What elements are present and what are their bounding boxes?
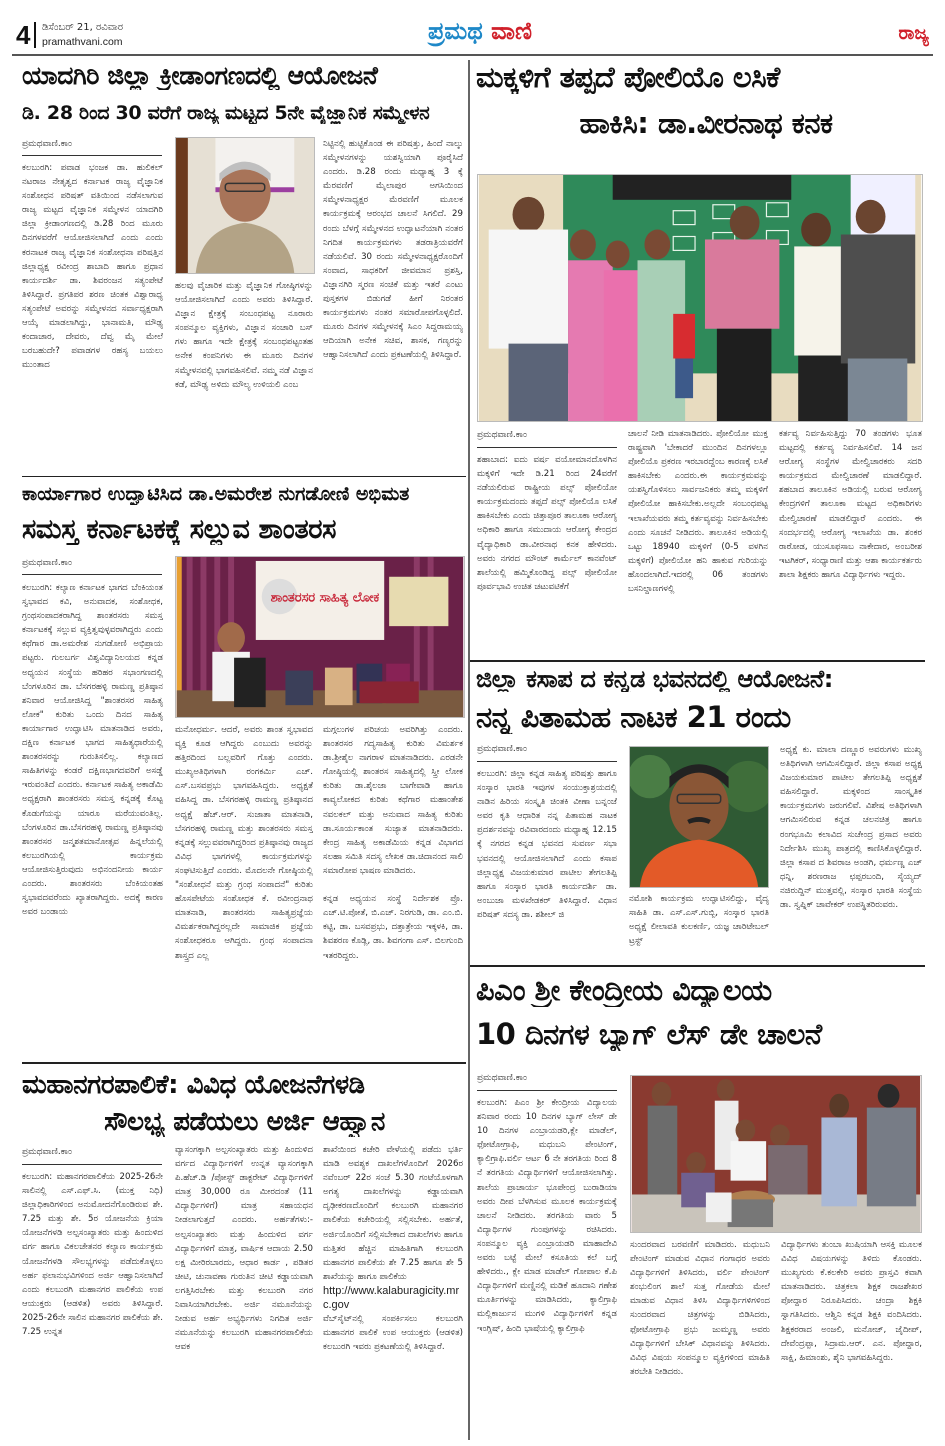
article-text: ವ್ಯಾಸಂಗಕ್ಕಾಗಿ ಅಲ್ಪಸಂಖ್ಯಾತರು ಮತ್ತು ಹಿಂದುಳಿದ ವರ್ಗದ ವಿದ್ಯಾರ್ಥಿಗಳಿಗೆ ಉನ್ನತ ವ್ಯಾಸಂಗಕ್ಕಾಗಿ ಪಿ.ಹೆಚ್.ಡಿ /ಪೋಸ್ಟ್ ಡಾಕ್ಟರೇಟ್ ವಿದ್ಯಾರ್ಥಿಗಳಿಗೆ ಮಾತ್ರ 30,000 ರೂ ಮೀರದಂತೆ (11 ವಿದ್ಯಾರ್ಥಿಗಳಿಗೆ) ಮಾತ್ರ ಸಹಾಯಧನ ನೀಡಲಾಗುತ್ತದೆ ಎಂದರು. ಅರ್ಹತೆಗಳು:-ಅಲ್ಪಸಂಖ್ಯಾತರು ಮತ್ತು ಹಿಂದುಳಿದ ವರ್ಗ ವಿದ್ಯಾರ್ಥಿಗಳಿಗೆ ಮಾತ್ರ, ವಾರ್ಷಿಕ ಆದಾಯ 2.50 ಲಕ್ಷ ಮೀರಿರಬಾರದು, ಆಧಾರ ಕಾರ್ಡ , ಪಡಿತರ ಚೀಟಿ, ಚುನಾವಣಾ ಗುರುತಿನ ಚೀಟಿ ಕಡ್ಡಾಯವಾಗಿ ಲಗತ್ತಿಸಿರಬೇಕು ಮತ್ತು ಕಲಬುರಗಿ ನಗರ ನಿವಾಸಿಯಾಗಿರಬೇಕು. ಅರ್ಜಿ ನಮೂನೆಯನ್ನು ನೀಡುವ ಅರ್ಹ ಅಭ್ಯರ್ಥಿಗಳು ನಿಗದಿತ ಅರ್ಜಿ ನಮೂನೆಯನ್ನು ಕಲಬುರಗಿ ಮಹಾನಗರಪಾಲಿಕೆಯ ಆವಕ [175,1145,313,1353]
newspaper-logo [380,16,580,46]
article-column [323,137,463,474]
article-column [630,1238,770,1438]
article-text: ಕಲಬುರಗಿ: ಮಹಾನಗರಪಾಲಿಕೆಯ 2025-26ನೇ ಸಾಲಿನಲ್ಲಿ ಎಸ್.ಎಫ್.ಸಿ. (ಮುಕ್ತ ನಿಧಿ) ಜಿಲ್ಲಾಧಿಕಾರಿಗಳಿಂದ ಅನುಮೋದನೆಗೊಂಡಿರುವ ಶೇ. 7.25 ಮತ್ತು ಶೇ. 5ರ ಯೋಜನೆಯ ಕ್ರಿಯಾ ಯೋಜನೆಗಳಡಿ ಅಲ್ಪಸಂಖ್ಯಾತರು ಮತ್ತು ಹಿಂದುಳಿದ ವರ್ಗ ಹಾಗೂ ವಿಕಲಚೇತನರ ಕಲ್ಯಾಣ ಕಾರ್ಯಕ್ರಮ ಯೋಜನೆಗಳಡಿ ಸೌಲಭ್ಯಗಳನ್ನು ಪಡೆದುಕೊಳ್ಳಲು ಅರ್ಹ ಫಲಾನುಭವಿಗಳಿಂದ ಅರ್ಜಿ ಆಹ್ವಾನಿಸಲಾಗಿದೆ ಎಂದು ಕಲಬುರಗಿ ಮಹಾನಗರ ಪಾಲಿಕೆಯ ಉಪ ಆಯುಕ್ತರು (ಆಡಳಿತ) ಅವರು ತಿಳಿಸಿದ್ದಾರೆ. 2025-26ನೇ ಸಾಲಿನ ಮಹಾನಗರ ಪಾಲಿಕೆಯ ಶೇ. 7.25 ಉನ್ನತ [22,1172,163,1338]
article-byline: ಪ್ರಮಥವಾಣಿ.ಕಾಂ [477,1073,527,1083]
article-column [477,453,617,653]
portrait-photo [176,138,314,273]
byline-rule [22,574,162,575]
article-byline: ಪ್ರಮಥವಾಣಿ.ಕಾಂ [22,558,72,568]
article-divider [22,476,466,477]
article-column [780,743,922,965]
article-text: ಕಲಬುರಗಿ: ಜಿಲ್ಲಾ ಕನ್ನಡ ಸಾಹಿತ್ಯ ಪರಿಷತ್ತು ಹಾಗೂ ಸಂಸ್ಕಾರ ಭಾರತಿ ಇವುಗಳ ಸಂಯುಕ್ತಾಶ್ರಯದಲ್ಲಿ ನಾಡಿನ ಹಿರಿಯ ಸಂಸ್ಕೃತಿ ಚಿಂತಕಿ ವೀಣಾ ಬನ್ನಂಜೆ ಅವರ ಕೃತಿ ಆಧಾರಿತ ನನ್ನ ಪಿತಾಮಹ ನಾಟಕ ಪ್ರದರ್ಶನವನ್ನು ರವಿವಾರದಂದು ಮಧ್ಯಾಹ್ನ 12.15 ಕ್ಕೆ ನಗರದ ಕನ್ನಡ ಭವನದ ಸುವರ್ಣ ಸಭಾ ಭವನದಲ್ಲಿ ಆಯೋಜಿಸಲಾಗಿದೆ ಎಂದು ಕಸಾಪ ಜಿಲ್ಲಾಧ್ಯಕ್ಷ ವಿಜಯಕುಮಾರ ಪಾಟೀಲ ತೇಗಲತಿಪ್ಪಿ ಹಾಗೂ ಸಂಸ್ಕಾರ ಭಾರತಿ ಕಾರ್ಯದರ್ಶಿ ಡಾ. ಅಂಬುಜಾ ಮಳಖೇಡಕರ್ ತಿಳಿಸಿದ್ದಾರೆ. ವಿಧಾನ ಪರಿಷತ್ ಸದಸ್ಯ ಡಾ. ಶಶೀಲ್ ಜಿ [477,769,617,920]
article-headline-line2: ನನ್ನ ಪಿತಾಮಹ ನಾಟಕ 21 ರಂದು [476,702,791,734]
article-column [629,892,769,965]
portrait-photo [630,747,768,887]
article-text: ಕಲಬುರಗಿ: ಕಲ್ಯಾಣ ಕರ್ನಾಟಕ ಭಾಗದ ಬೆಂಕಿಯಂತ ಸ್ವಭಾವದ ಕವಿ, ಅನುವಾದಕ, ಸಂಶೋಧಕ, ಗ್ರಂಥಸಂಪಾದಕರಾಗಿದ್ದ ಶಾಂತರಸರು ಸಮಸ್ತ ಕರ್ನಾಟಕಕ್ಕೆ ಸಲ್ಲುವ ವ್ಯಕ್ತಿತ್ವವುಳ್ಳವರಾಗಿದ್ದರು ಎಂದು ಕಥೆಗಾರ ಡಾ.ಅಮರೇಶ ನುಗಡೋಣಿ ಅಭಿಪ್ರಾಯ ಪಟ್ಟರು. ಗುಲಬರ್ಗ ವಿಶ್ವವಿದ್ಯಾನಿಲಯದ ಕನ್ನಡ ಅಧ್ಯಯನ ಸಂಸ್ಥೆಯ ಹರಿಹರ ಸಭಾಂಗಣದಲ್ಲಿ ಬೆಂಗಳೂರಿನ ಡಾ. ಬೆಸಗರಹಳ್ಳಿ ರಾಮಣ್ಣ ಪ್ರತಿಷ್ಠಾನ ಶನಿವಾರ ಆಯೋಜಿಸಿದ್ದ "ಶಾಂತರಸರ ಸಾಹಿತ್ಯ ಲೋಕ" ಕುರಿತು ಒಂದು ದಿನದ ಸಾಹಿತ್ಯ ಕಾರ್ಯಾಗಾರ ಉದ್ಘಾಟಿಸಿ ಮಾತನಾಡಿದ ಅವರು, ದಕ್ಷಿಣ ಕರ್ನಾಟಕ ಭಾಗದ ಸಾಹಿತ್ಯಧಾರೆಯಲ್ಲಿ ಶಾಂತರಸರನ್ನು ಗುರುತಿಸಲಿಲ್ಲ. ಕಲ್ಯಾಣದ ಸಾಹಿತಿಗಳನ್ನು ಕಂಡರೆ ದಕ್ಷಿಣಭಾಗದವರಿಗೆ ಅಸಡ್ಡೆ ಇರುವಂತಿದೆ ಎಂದರು. ಕರ್ನಾಟಕ ಸಾಹಿತ್ಯ ಅಕಾಡೆಮಿ ಅಧ್ಯಕ್ಷರಾಗಿ ಶಾಂತರಸರು ಸಮಸ್ತ ಕನ್ನಡಕ್ಕೆ ಕೊಟ್ಟ ಕೊಡುಗೆಯನ್ನು ಯಾರೂ ಮರೆಯುವಂತಿಲ್ಲ. ಬೆಂಗಳೂರಿನ ಡಾ.ಬೆಸಗರಹಳ್ಳಿ ರಾಮಣ್ಣ ಪ್ರತಿಷ್ಠಾನವು ಶಾಂತರಸರ ಜನ್ಮಶತಮಾನೋತ್ಸವ ಹಿನ್ನಲೆಯಲ್ಲಿ ಕಲಬುರಗಿಯಲ್ಲಿ ಕಾರ್ಯಕ್ರಮ ಆಯೋಜಿಸುತ್ತಿರುವುದು ಅಭಿನಂದನೀಯ ಕಾರ್ಯ ಎಂದರು. ಶಾಂತರಸರು ಬೆಂಕಿಯಂತಹ ಸ್ವಭಾವದವರೆಂದು ಖ್ಯಾತರಾಗಿದ್ದರು. ಅದಕ್ಕೆ ಕಾರಣ ಅವರ ಬಂಡಾಯ [22,583,163,918]
issue-date: ಡಿಸೆಂಬರ್ 21, ರವಿವಾರ [42,22,123,33]
article-headline-line2: 10 ದಿನಗಳ ಬ್ಯಾಗ್ ಲೆಸ್ ಡೇ ಚಾಲನೆ [476,1019,822,1051]
article-text: ನಿಟ್ಟಿನಲ್ಲಿ ಹುಟ್ಟಿಕೊಂಡ ಈ ಪರಿಷತ್ತು, ಹಿಂದೆ ನಾಲ್ಕು ಸಮ್ಮೇಳನಗಳನ್ನು ಯಶಸ್ವಿಯಾಗಿ ಪೂರೈಸಿದೆ ಎಂದರು. ಡಿ.28 ರಂದು ಮಧ್ಯಾಹ್ನ 3 ಕ್ಕೆ ಮೆರವಣಿಗೆ ಮೈಲಾಪುರ ಅಗಸಿಯಿಂದ ಸಮ್ಮೇಳನಾಧ್ಯಕ್ಷರ ಮೆರವಣಿಗೆ ಮೂಲಕ ಕಾರ್ಯಕ್ರಮಕ್ಕೆ ಆರಂಭದ ಚಾಲನೆ ಸಿಗಲಿದೆ. 29 ರಂದು ಬೆಳಗ್ಗೆ ಸಮ್ಮೇಳನದ ಉದ್ಘಾಟನೆಯಾಗಿ ನಂತರ ನಿಗದಿತ ಕಾರ್ಯಕ್ರಮಗಳು ತಡರಾತ್ರಿಯವರೆಗೆ ನಡೆಯಲಿವೆ. 30 ರಂದು ಸಮ್ಮೇಳನಾಧ್ಯಕ್ಷರೊಂದಿಗೆ ಸಂವಾದ, ಸಾಧಕರಿಗೆ ಜೀವಮಾನ ಪ್ರಶಸ್ತಿ, ವಿಜ್ಞಾನಗಿರಿ ಸ್ಮರಣ ಸಂಚಿಕೆ ಮತ್ತು ಇತರೆ ಎಂಟು ಪುಸ್ತಕಗಳ ಬಿಡುಗಡೆ ಹೀಗೆ ನಿರಂತರ ಕಾರ್ಯಕ್ರಮಗಳು ನಂತರ ಸಮಾರೋಪಗೊಳ್ಳಲಿದೆ. ಮೂರು ದಿನಗಳ ಸಮ್ಮೇಳನಕ್ಕೆ ಸಿಎಂ ಸಿದ್ದರಾಮಯ್ಯ ಆದಿಯಾಗಿ ಅನೇಕ ಸಚಿವ, ಶಾಸಕ, ಗಣ್ಯರನ್ನು ಆಹ್ವಾನಿಸಲಾಗಿದೆ ಎಂದು ಪ್ರಕಟಣೆಯಲ್ಲಿ ತಿಳಿಸಿದ್ದಾರೆ. [323,139,463,361]
article-byline: ಪ್ರಮಥವಾಣಿ.ಕಾಂ [477,430,527,440]
article-column [22,1170,163,1435]
article-text: ಹಲವು ವೈಚಾರಿಕ ಮತ್ತು ವೈಜ್ಞಾನಿಕ ಗೋಷ್ಠಿಗಳನ್ನು ಆಯೋಜಿಸಲಾಗಿದೆ ಎಂದು ಅವರು ತಿಳಿಸಿದ್ದಾರೆ. ವಿಜ್ಞಾನ ಕ್ಷೇತ್ರಕ್ಕೆ ಸಂಬಂಧಪಟ್ಟ ನೂರಾರು ಸಂಪನ್ಮೂಲ ವ್ಯಕ್ತಿಗಳು, ವಿಜ್ಞಾನ ಸಂಚಾರಿ ಬಸ್ ಗಳು ಹಾಗೂ ಇದೇ ಕ್ಷೇತ್ರಕ್ಕೆ ಸಂಬಂಧಪಟ್ಟಂತಹ ಅನೇಕ ಕಂಪನಿಗಳು ಈ ಮೂರು ದಿನಗಳ ಸಮ್ಮೇಳನವಲ್ಲಿ ಭಾಗವಹಿಸಲಿವೆ. ನಮ್ಮ ನಡೆ ವಿಜ್ಞಾನ ಕಡೆ, ಮೌಢ್ಯ ಅಳಿದು ಮೌಲ್ಯ ಉಳಿಯಲಿ ಎಂಬ [175,281,313,390]
article-photo [630,1075,922,1233]
article-column [323,723,463,1057]
article-column [22,581,163,1057]
article-column [628,427,768,653]
article-headline-line1: ಮಕ್ಕಳಿಗೆ ತಪ್ಪದೆ ಪೋಲಿಯೊ ಲಸಿಕೆ [476,62,780,94]
article-photo [629,746,769,888]
article-photo [175,137,315,274]
byline-rule [477,761,617,762]
article-text: ವಿದ್ಯಾರ್ಥಿಗಳು ತುಂಬಾ ಖುಷಿಯಾಗಿ ಆಸಕ್ತಿ ಮೂಲಕ ವಿವಿಧ ವಿಷಯಗಳನ್ನು ತಿಳಿದು ಕೊಂಡರು. ಮುಖ್ಯಗುರು ಕೆ.ಕಲಕೇರಿ ಅವರು ಪ್ರಾಸ್ತವಿ ಕವಾಗಿ ಮಾತನಾಡಿದರು. ಚಿತ್ರಕಲಾ ಶಿಕ್ಷಕ ರಾಜಶೇಖರ ಪೋದ್ದಾರ ನಿರೂಪಿಸಿದರು. ಚಂದ್ರಾ ಶಿಕ್ಷಕಿ ಸ್ವಾಗತಿಸಿದರು. ಆಶ್ವಿನಿ ಕನ್ನಡ ಶಿಕ್ಷಕಿ ವಂದಿಸಿದರು. ಶಿಕ್ಷಕರರಾದ ಅಂಜಲಿ, ಮನೋಜ್, ಜೈದೀಪ್, ದೇವೆಂದ್ರಪ್ಪಾ, ಸಿದ್ರಾಮ.ಆರ್. ಎನ. ಪೋದ್ದಾರ, ಸಾಕ್ಷಿ, ಹಿಮಾಂಶು, ಶೈನಿ ಭಾಗವಹಿಸಿದ್ದರು. [781,1240,922,1363]
article-byline: ಪ್ರಮಥವಾಣಿ.ಕಾಂ [477,744,527,754]
article-divider [470,965,925,967]
article-divider [22,1062,466,1064]
event-stage-photo [176,557,464,717]
article-text: ಕಲಬುರಗಿ: ಪಿಎಂ ಶ್ರೀ ಕೇಂದ್ರೀಯ ವಿದ್ಯಾಲಯ ಶನಿವಾರ ರಂದು 10 ದಿನಗಳ ಬ್ಯಾಗ್ ಲೇಸ್ ಡೇ 10 ದಿನಗಳ ಎಂಬ್ರಾಯಡರಿ,ಕ್ಲೇ ಮಾಡೆಲ್, ಫೋಟೋಗ್ರಾಫಿ, ಮಧುಬನಿ ಪೇಂಟಿಂಗ್, ಕ್ಯಾಲಿಗ್ರಾಫಿ.ವರ್ಲಿ ಆರ್ಟ 6 ನೇ ತರಗತಿಯ ರಿಂದ 8 ನೆ ತರಗತಿಯ ವಿದ್ಯಾರ್ಥಿಗಳಿಗೆ ಆಯೋಜಿಸಲಾಗಿತ್ತು. ಶಾಲೆಯ ಪ್ರಾಚಾರ್ಯ ಭೂಪೇಂದ್ರ ಬುರಾಡಿಯಾ ಅವರು ದೀಪ ಬೆಳಗಿಸುವ ಮೂಲಕ ಕಾರ್ಯಕ್ರಮಕ್ಕೆ ಚಾಲನೆ ನೀಡಿದರು. ತರಗತಿಯ ವಾರು 5 ವಿದ್ಯಾರ್ಥಿಗಳ ಗುಂಪುಗಳನ್ನು ರಚಿಸಿದರು. ಸಂಪನ್ಮೂಲ ವ್ಯಕ್ತಿ ಎಂಬ್ರಾಯಡರಿ ಮಾಹಾದೇವಿ ಅವರು ಬಟ್ಟೆ ಮೇಲೆ ಕಸೂತಿಯ ಕಲೆ ಬಗ್ಗೆ ಹೇಳಿದರು., ಕ್ಲೇ ಮಾಡ ಮಾಡೆಲ್ ಗೋಪಾಲ ಕೆ.ಪಿ ವಿದ್ಯಾರ್ಥಿಗಳಿಗೆ ಮಣ್ಣಿನಲ್ಲಿ ಮಡಿಕೆ ಹೂದಾನಿ ಗಣೇಶ ಮೂರ್ತಿಗಳನ್ನು ಮಾಡಿಸಿದರು, ಕ್ಯಾಲಿಗ್ರಾಫಿ ಮಲ್ಲಿಕಾರ್ಜುನ ಮುಗಳಿ ವಿದ್ಯಾರ್ಥಿಗಳಿಗೆ ಕನ್ನಡ ಇಂಗ್ಲಿಷ್, ಹಿಂದಿ ಭಾಷೆಯಲ್ಲಿ ಕ್ಯಾಲಿಗ್ರಾಫಿ [477,1098,617,1334]
page-number-divider [34,22,36,48]
byline-rule [22,1164,162,1165]
article-column [175,1143,313,1435]
article-column [477,1096,617,1438]
article-photo [175,556,465,718]
article-column [781,1238,922,1438]
byline-rule [477,447,617,448]
article-byline: ಪ್ರಮಥವಾಣಿ.ಕಾಂ [22,1147,72,1157]
article-headline-line2: ಹಾಕಿಸಿ: ಡಾ.ವೀರನಾಥ ಕನಕ [579,108,833,140]
masthead [0,0,945,50]
article-text: ಶಹಾಬಾದ: ಐದು ವರ್ಷ ವಯೋಮಾನದೊಳಗಿನ ಮಕ್ಕಳಿಗೆ ಇದೇ ಡಿ.21 ರಿಂದ 24ವರೆಗೆ ನಡೆಯಲಿರುವ ರಾಷ್ಟ್ರೀಯ ಪಲ್ಸ್ ಪೋಲಿಯೋ ಕಾರ್ಯಕ್ರಮದಂದು ತಪ್ಪದೆ ಪಲ್ಸ್ ಪೋಲಿಯೊ ಲಸಿಕೆ ಹಾಕಿಸಬೇಕು ಎಂದು ಚಿತ್ತಾಪೂರ ತಾಲೂಕಾ ಆರೋಗ್ಯ ಅಧಿಕಾರಿ ಹಾಗೂ ಸಮುದಾಯ ಆರೋಗ್ಯ ಕೇಂದ್ರದ ವೈದ್ಯಾಧಿಕಾರಿ ಡಾ.ವೀರನಾಥ ಕನಕ ಹೇಳಿದರು. ಅವರು ನಗರದ ಮೌಂಟ್ ಕಾರ್ಮೆಲ್ ಕಾನವೆಂಟ್ ಶಾಲೆಯಲ್ಲಿ ಹಮ್ಮಿಕೊಂಡಿದ್ದ ಪಲ್ಸ್ ಪೋಲಿಯೋ ಪೂರ್ವಭಾವಿ ಉಚಿತ ಚಟುವಟಿಕೆಗೆ [477,455,617,592]
section-label: ರಾಜ್ಯ [898,23,929,44]
column-divider [468,60,470,1440]
article-headline: ಯಾದಗಿರಿ ಜಿಲ್ಲಾ ಕ್ರೀಡಾಂಗಣದಲ್ಲಿ ಆಯೋಜನೆ [22,62,378,90]
masthead-divider [12,54,933,56]
article-column [22,161,163,473]
logo-part-1: ಪ್ರಮಥ [427,17,483,45]
article-headline: ಸಮಸ್ತ ಕರ್ನಾಟಕಕ್ಕೆ ಸಲ್ಲುವ ಶಾಂತರಸ [22,515,337,545]
article-column [175,723,313,1057]
article-text: ಸುಂದರವಾದ ಬರವಣಿಗೆ ಮಾಡಿದರು. ಮಧುಬನಿ ಪೇಂಟಿಂಗ್ ಮಾಡುವ ವಿಧಾನ ಗಂಗಾಧರ ಅವರು ವಿದ್ಯಾರ್ಥಿಗಳಿಗೆ ತಿಳಿಸಿದರು, ವರ್ಲಿ ಪೇಂಟಿಂಗ್ ಶಂಭುಲಿಂಗ ಶಾಲೆ ಸುತ್ತ ಗೋಡೆಯ ಮೇಲೆ ಮಾಡುವ ವಿಧಾನ ತಿಳಿಸಿ ವಿದ್ಯಾರ್ಥಿಗಳಿಗಳಿಂದ ಸುಂದರವಾದ ಚಿತ್ರಗಳನ್ನು ಬಿಡಿಸಿದರು, ಫೋಟೋಗ್ರಾಫಿ ಪ್ರಭು ಜುಮ್ಮಣ್ಣ ಅವರು ವಿದ್ಯಾರ್ಥಿಗಳಿಗೆ ಬೇಸಿಕ್ ವಿಧಾನವನ್ನು ತಿಳಿಸಿದರು. ವಿವಿಧ ವಿಷಯ ಸಂಪನ್ಮೂಲ ವ್ಯಕ್ತಿಗಳಿಂದ ಮಾಹಿತಿ ತರಬೇತಿ ನೀಡಿದರು. [630,1240,770,1377]
article-headline-line1: ಜಿಲ್ಲಾ ಕಸಾಪ ದ ಕನ್ನಡ ಭವನದಲ್ಲಿ ಆಯೋಜನೆ: [476,666,833,693]
pottery-workshop-photo [631,1076,921,1232]
article-kicker: ಕಾರ್ಯಾಗಾರ ಉದ್ಘಾಟಿಸಿದ ಡಾ.ಅಮರೇಶ ನುಗಡೋಣಿ ಅಭಿಮತ [22,484,410,505]
article-text: ಅಧ್ಯಕ್ಷೆ ಕು. ಮಾಲಾ ದಣ್ಣೂರ ಅವರುಗಳು ಮುಖ್ಯ ಅತಿಥಿಗಳಾಗಿ ಆಗಮಿಸಲಿದ್ದಾರೆ. ಜಿಲ್ಲಾ ಕಸಾಪ ಅಧ್ಯಕ್ಷ ವಿಜಯಕುಮಾರ ಪಾಟೀಲ ತೇಗಲತಿಪ್ಪಿ ಅಧ್ಯಕ್ಷತೆ ವಹಿಸಲಿದ್ದಾರೆ. ಮಕ್ಕಳಿಂದ ಸಾಂಸ್ಕೃತಿಕ ಕಾರ್ಯಕ್ರಮಗಳು ಜರುಗಲಿವೆ. ವಿಶೇಷ ಅತಿಥಿಗಳಾಗಿ ಆಗಮಿಸಲಿರುವ ಕನ್ನಡ ಚಲನಚಿತ್ರ ಹಾಗೂ ರಂಗಭೂಮಿ ಕಲಾವಿದ ಸುಚೇಂದ್ರ ಪ್ರಸಾದ ಅವರು ನಿರ್ದೇಶಿಸಿ ಮುಖ್ಯ ಪಾತ್ರದಲ್ಲಿ ಕಾಣಿಸಿಕೊಳ್ಳಲಿದ್ದಾರೆ. ಜಿಲ್ಲಾ ಕಸಾಪ ದ ಶಿವರಾಜ ಅಂಡಗಿ, ಧರ್ಮಣ್ಣ ಎಚ್ ಧನ್ನಿ, ಶರಣರಾಜ ಛಪ್ಪರಬಂದಿ, ಸೈಯ್ಯದ್ ನಜಿರುದ್ದಿನ್ ಮುತ್ತವಲ್ಲಿ, ಸಂಸ್ಕಾರ ಭಾರತಿ ಸಂಸ್ಥೆಯ ಡಾ. ಸ್ವಪ್ನಿಕ್ ಚಾವೇಕರ್ ಉಪಸ್ಥಿತರಿರುವರು. [780,745,922,911]
byline-rule [22,155,162,156]
article-headline-line2: ಸೌಲಭ್ಯ ಪಡೆಯಲು ಅರ್ಜಿ ಆಹ್ವಾನ [104,1108,385,1137]
article-text: ಚಾಲನೆ ನೀಡಿ ಮಾತನಾಡಿದರು. ಪೋಲಿಯೋ ಮುಕ್ತ ರಾಷ್ಟ್ರವಾಗಿ 'ಬೇಕಾದರೆ ಮುಂದಿನ ದಿನಗಳಲ್ಲೂ ಪೋಲಿಯೊ ಪ್ರಕರಣ ಇರಬಾರದ್ದೆಂಬ ಕಾರಣಕ್ಕೆ ಲಸಿಕೆ ಹಾಕಿಸಬೇಕು ಎಂದರು.ಈ ಕಾರ್ಯಕ್ರಮವನ್ನು ಯಶಸ್ವಿಗೊಳಿಸಲು ಸಾರ್ವಜನಿಕರು ತಮ್ಮ ಮಕ್ಕಳಿಗೆ ಪೋಲಿಯೋ ಹಾಕಿಸಬೇಕು.ಅಲ್ಲದೇ ಸಂಬಂಧಪಟ್ಟ ಇಲಾಖೆಯವರು ತಮ್ಮ ಕರ್ತವ್ಯವನ್ನು ನಿರ್ವಹಿಸಬೇಕು ಎಂದು ಸೂಚನೆ ನೀಡಿದರು. ತಾಲೂಕಿನ ಅಡಿಯಲ್ಲಿ ಒಟ್ಟು 18940 ಮಕ್ಕಳಿಗೆ (0-5 ವಳಗಿನ ಮಕ್ಕಳಿಗೆ) ಪೋಲಿಯೋ ಹನಿ ಹಾಕುವ ಗುರಿಯನ್ನು ಹೊಂದಲಾಗಿದೆ.ಇದರಲ್ಲಿ 06 ತಂಡಗಳು ಬಸನಿಲ್ದಾಣಗಳಲ್ಲಿ [628,429,768,595]
article-text: ಕರ್ತವ್ಯ ನಿರ್ವಹಿಸುತ್ತಿದ್ದು 70 ತಂಡಗಳು ಭೂತ ಮಟ್ಟದಲ್ಲಿ ಕರ್ತವ್ಯ ನಿರ್ವಹಿಸಲಿವೆ. 14 ಜನ ಆರೋಗ್ಯ ಸಂಸ್ಥೆಗಳ ಮೇಲ್ವಿಚಾರಕರು ಸದರಿ ಕಾರ್ಯಕ್ರಮದ ಮೇಲ್ವಿಚಾರಣೆ ಮಾಡಲಿದ್ದಾರೆ. ಶಹಬಾದ ತಾಲೂಕಿನ ಅಡಿಯಲ್ಲಿ ಬರುವ ಆರೋಗ್ಯ ಕೇಂದ್ರಗಳಿಗೆ ತಾಲೂಕಾ ಮಟ್ಟದ ಅಧಿಕಾರಿಗಳು ಮೇಲ್ವಿಚಾರಣೆ ಮಾಡಲಿದ್ದಾರೆ ಎಂದರು. ಈ ಸಂದರ್ಭದಲ್ಲಿ ಆರೋಗ್ಯ ಇಲಾಖೆಯ ಡಾ. ಶಂಕರ ರಾಠೋಡ, ಯುಸೂಫಸಾಬ ನಾಕೇದಾರ, ಅಂಬರೀಶ ಇಟಗಿಕರ್, ಸಂಧ್ಯಾರಾಣಿ ಮತ್ತು ಆಶಾ ಕಾರ್ಯಕರ್ತರು ಶಾಲಾ ಶಿಕ್ಷಕರು ಹಾಗೂ ವಿದ್ಯಾರ್ಥಿಗಳು ಇದ್ದರು. [779,429,922,580]
article-headline-line1: ಮಹಾನಗರಪಾಲಿಕೆ: ವಿವಿಧ ಯೋಜನೆಗಳಡಿ [22,1071,365,1100]
article-text: ನಮೋಶಿ ಕಾರ್ಯಕ್ರಮ ಉದ್ಘಾಟಿಸಲಿದ್ದು, ವೈದ್ಯ ಸಾಹಿತಿ ಡಾ. ಎಸ್.ಎಸ್.ಗುಬ್ಬಿ, ಸಂಸ್ಕಾರ ಭಾರತಿ ಅಧ್ಯಕ್ಷೆ ಲೀಲಾವತಿ ಕುಲಕರ್ಣಿ, ಯಜ್ಞ ಚಾರಿಟೇಬಲ್ ಟ್ರಸ್ಟ್ [629,894,769,947]
article-text: ವೆಬ್‌ಸೈಟ್‌ನಲ್ಲಿ ಸಂಪರ್ಕಿಸಲು ಕಲಬುರಗಿ ಮಹಾನಗರ ಪಾಲಿಕೆ ಉಪ ಆಯುಕ್ತರು (ಆಡಳಿತ) ಕಲಬುರಗಿ ಇವರು ಪ್ರಕಟಣೆಯಲ್ಲಿ ತಿಳಿಸಿದ್ದಾರೆ. [323,1313,463,1353]
article-text: ಶಾಖೆಯಿಂದ ಕಚೇರಿ ವೇಳೆಯಲ್ಲಿ ಪಡೆದು ಭರ್ತಿ ಮಾಡಿ ಅವಶ್ಯಕ ದಾಖಲೆಗಳೊಂದಿಗೆ 2026ರ ನವೆಂಬರ್ 22ರ ಸಂಜೆ 5.30 ಗಂಟೆಯೊಳಗಾಗಿ ಅಗತ್ಯ ದಾಖಲೆಗಳನ್ನು ಕಡ್ಡಾಯವಾಗಿ ದೃಢೀಕರಣದೊಂದಿಗೆ ಕಲಬುರಗಿ ಮಹಾನಗರ ಪಾಲಿಕೆಯ ಕಚೇರಿಯಲ್ಲಿ ಸಲ್ಲಿಸಬೇಕು. ಅರ್ಹತೆ, ಅರ್ಜಿಯೊಂದಿಗೆ ಸಲ್ಲಿಸಬೇಕಾದ ದಾಖಲೆಗಳು ಹಾಗೂ ಮತ್ತಿತರ ಹೆಚ್ಚಿನ ಮಾಹಿತಿಗಾಗಿ ಕಲಬುರಗಿ ಮಹಾನಗರ ಪಾಲಿಕೆಯ ಶೇ 7.25 ಹಾಗೂ ಶೇ 5 ಶಾಖೆಯನ್ನು ಹಾಗೂ ಪಾಲಿಕೆಯ [323,1145,463,1282]
article-subheadline: ಡಿ. 28 ರಿಂದ 30 ವರೆಗೆ ರಾಜ್ಯ ಮಟ್ಟದ 5ನೇ ವೈಜ್ಞಾನಿಕ ಸಮ್ಮೇಳನ [22,103,430,124]
banner-text: ಶಾಂತರಸರ ಸಾಹಿತ್ಯ ಲೋಕ [270,590,380,606]
website-url-link[interactable]: http://www.kalaburagicity.mrc.gov [323,1284,460,1311]
page-number: 4 [16,20,31,50]
article-column [323,1143,463,1435]
article-divider [470,660,925,662]
article-byline: ಪ್ರಮಥವಾಣಿ.ಕಾಂ [22,139,72,149]
article-photo [477,174,923,422]
article-text: ಮನೋಧರ್ಮ. ಆದರೆ, ಅವರು ಶಾಂತ ಸ್ವಭಾವದ ವ್ಯಕ್ತಿ ಕೂಡ ಆಗಿದ್ದರು ಎಂಬುದು ಅವರನ್ನು ಹತ್ತಿರದಿಂದ ಬಲ್ಲವರಿಗೆ ಗೊತ್ತು ಎಂದರು. ಮುಖ್ಯಅತಿಥಿಗಳಾಗಿ ರಂಗಕರ್ಮಿ ಎಚ್. ಎಸ್.ಬಸವಪ್ರಭು ಭಾಗವಹಿಸಿದ್ದರು. ಅಧ್ಯಕ್ಷತೆ ವಹಿಸಿದ್ದ ಡಾ. ಬೆಸಗರಹಳ್ಳಿ ರಾಮಣ್ಣ ಪ್ರತಿಷ್ಠಾನದ ಅಧ್ಯಕ್ಷೆ ಹೆಚ್.ಆರ್. ಸುಜಾತಾ ಮಾತನಾಡಿ, ಬೆಸಗರಹಳ್ಳಿ ರಾಮಣ್ಣ ಮತ್ತು ಶಾಂತರಸರು ಸಮಸ್ತ ಕನ್ನಡಕ್ಕೆ ಸಲ್ಲುವವರಾಗಿದ್ದರಿಂದ ಪ್ರತಿಷ್ಠಾನವು ರಾಜ್ಯದ ವಿವಿಧ ಭಾಗಗಳಲ್ಲಿ ಕಾರ್ಯಕ್ರಮಗಳನ್ನು ಸಂಘಟಿಸುತ್ತಿದೆ ಎಂದರು. ಮೊದಲನೇ ಗೋಷ್ಠಿಯಲ್ಲಿ "ಸಂಶೋಧನೆ ಮತ್ತು ಗ್ರಂಥ ಸಂಪಾದನೆ" ಕುರಿತು ಹೊಸಪೇಟೆಯ ಸಂಶೋಧಕ ಕೆ. ರವೀಂದ್ರನಾಥ ಮಾತನಾಡಿ, ಶಾಂತರಸರು ಸಾಹಿತ್ಯಪ್ರಜ್ಞೆಯ ವಿಮರ್ಶಕರಾಗಿದ್ದರಲ್ಲದೇ ಸಾಮಾಜಿಕ ಪ್ರಜ್ಞೆಯ ಸಂಶೋಧಕರೂ ಆಗಿದ್ದರು. ಗ್ರಂಥ ಸಂಪಾದನಾ ಶಾಸ್ತ್ರದ ಎಲ್ಲ [175,725,313,961]
logo-part-2: ವಾಣಿ [491,17,532,45]
article-headline-line1: ಪಿಎಂ ಶ್ರೀ ಕೇಂದ್ರೀಯ ವಿದ್ಯಾಲಯ [476,975,772,1007]
article-column [779,427,922,653]
article-column [477,767,617,965]
byline-rule [477,1090,617,1091]
article-text: ಕಲಬುರಗಿ: ಪವಾಡ ಭಂಜಕ ಡಾ. ಹುಲಿಕಲ್ ನಟರಾಜ ನೇತೃತ್ವದ ಕರ್ನಾಟಕ ರಾಜ್ಯ ವೈಜ್ಞಾನಿಕ ಸಂಶೋಧನ ಪರಿಷತ್ ವತಿಯಿಂದ ನಡೆಸಲಾಗುವ ರಾಜ್ಯ ಮಟ್ಟದ ವೈಜ್ಞಾನಿಕ ಸಮ್ಮೇಳನ ಯಾದಗಿರಿ ಜಿಲ್ಲಾ ಕ್ರೀಡಾಂಗಣದಲ್ಲಿ ಡಿ.28 ರಿಂದ ಮೂರು ದಿನಗಳವರೆಗೆ ಆಯೋಜಿಸಲಾಗಿದೆ ಎಂದು ಎಂದು ಕರನಾಟಕ ರಾಜ್ಯ ವೈಜ್ಞಾನಿಕ ಸಂಶೋಧನಾ ಪರಿಷತ್ತಿನ ಜಿಲ್ಲಾಧ್ಯಕ್ಷ ರವೀಂದ್ರ ಶಾಬಾದಿ ಹಾಗೂ ಪ್ರಧಾನ ಕಾರ್ಯದರ್ಶಿ ಡಾ. ಶಿವರಂಜನ ಸತ್ಯಂಪೇಟೆ ತಿಳಿಸಿದ್ದಾರೆ. ಪ್ರಗತಿಪರ ಶರಣ ಚಿಂತಕ ವಿಶ್ವಾರಾಧ್ಯ ಸತ್ಯಂಪೇಟೆ ಅವರನ್ನು ಸಮ್ಮೇಳನದ ಸರ್ವಾಧ್ಯಕ್ಷರಾಗಿ ಆಯ್ಕೆ ಮಾಡಲಾಗಿದ್ದು, ಭಾನಾಮತಿ, ಮೌಢ್ಯ ಕಂದಾಚಾರ, ದೇವರು, ದೆವ್ವ ಮೈ ಮೇಲೆ ಬರಬಹುದೇ? ಪವಾಡಗಳ ರಹಸ್ಯ ಬಯಲು ಮುಂತಾದ [22,163,163,371]
article-text: ಮಗ್ಗಲುಗಳ ಪರಿಚಯ ಅವರಿಗಿತ್ತು ಎಂದರು. ಶಾಂತರಸರ ಗದ್ಯಸಾಹಿತ್ಯ ಕುರಿತು ವಿಮರ್ಶಕ ಡಾ.ಶ್ರೀಶೈಲ ನಾಗರಾಳ ಮಾತನಾಡಿದರು. ಎರಡನೇ ಗೋಷ್ಠಿಯಲ್ಲಿ ಶಾಂತರಸ ಸಾಹಿತ್ಯದಲ್ಲಿ ಸ್ತ್ರೀ ಲೋಕ ಕುರಿತು ಡಾ.ಶೈಲಜಾ ಬಾಗೇವಾಡಿ ಹಾಗೂ ಕಾವ್ಯಲೋಕದ ಕುರಿತು ಕಥೆಗಾರ ಮಹಾಂತೇಶ ನವಲಕಲ್ ಮತ್ತು ಅನುವಾದ ಸಾಹಿತ್ಯ ಕುರಿತು ಡಾ.ಸೂರ್ಯಕಾಂತ ಸುಜ್ಯಾತ ಮಾತನಾಡಿದರು. ಕೇಂದ್ರ ಸಾಹಿತ್ಯ ಅಕಾಡೆಮಿಯ ಕನ್ನಡ ವಿಭಾಗದ ಸಲಹಾ ಸಮಿತಿ ಸದಸ್ಯ ಲೇಖಕ ಡಾ.ಚಿದಾನಂದ ಸಾಲಿ ಸಮಾರೋಪ ಭಾಷಣ ಮಾಡಿದರು. ಕನ್ನಡ ಅಧ್ಯಯನ ಸಂಸ್ಥೆ ನಿರ್ದೇಶಕ ಪ್ರೊ. ಎಚ್.ಟಿ.ಪೋತೆ, ಬಿ.ಎಚ್. ನಿರಗುಡಿ, ಡಾ. ಎಂ.ಬಿ. ಕಟ್ಟಿ, ಡಾ. ಬಸವಪ್ರಭು, ದತ್ತಾತ್ರೇಯ ಇಕ್ಕಳಕಿ, ಡಾ. ಶಿವಶರಣ ಕೊಡ್ಲಿ, ಡಾ. ಶಿವಗಂಗಾ ಎಸ್. ಬಿಲಗುಂದಿ ಇತರರಿದ್ದರು. [323,725,463,961]
article-column [175,279,313,474]
website-link[interactable]: pramathvani.com [42,36,123,48]
polio-drops-photo [478,175,922,421]
